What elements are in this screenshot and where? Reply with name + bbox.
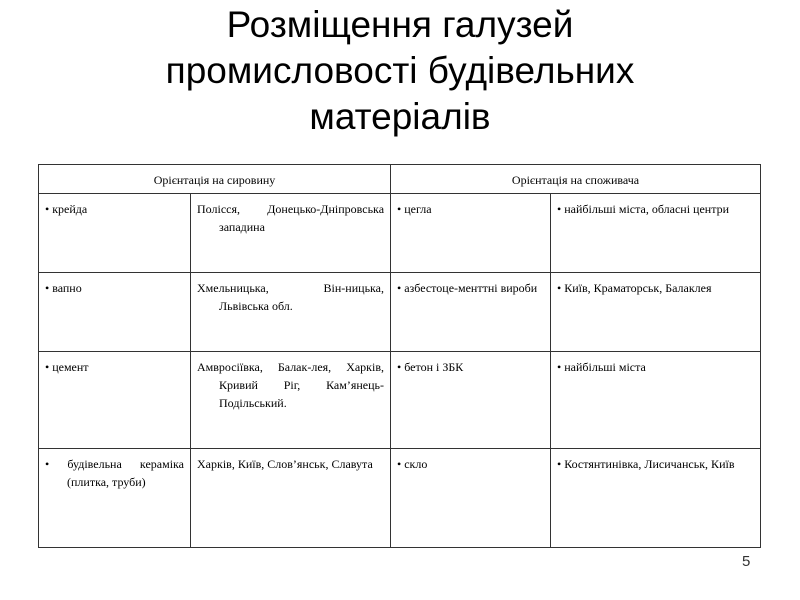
table-row (39, 352, 761, 449)
raw-location-cell: Амвросіївка, Балак-лея, Харків, Кривий Ріг, Кам’янець-Подільський. (191, 352, 391, 449)
page-number: 5 (742, 553, 751, 570)
product-cell: • скло (391, 449, 551, 548)
consumer-location-cell: • найбільші міста, обласні центри (551, 194, 761, 273)
product-cell: • цегла (391, 194, 551, 273)
table-header-row (39, 165, 761, 194)
raw-material-cell: • цемент (39, 352, 191, 449)
title-line-1: Розміщення галузей (226, 4, 574, 45)
industry-location-table (38, 164, 761, 548)
product-cell: • бетон і ЗБК (391, 352, 551, 449)
table-row (39, 273, 761, 352)
product-cell: • азбестоце-менттні вироби (391, 273, 551, 352)
header-consumer-orientation: Орієнтація на споживача (391, 165, 761, 194)
header-raw-material-orientation: Орієнтація на сировину (39, 165, 391, 194)
raw-location-cell: Хмельницька, Він-ницька, Львівська обл. (191, 273, 391, 352)
consumer-location-cell: • найбільші міста (551, 352, 761, 449)
table-row (39, 449, 761, 548)
raw-material-cell: • будівельна кераміка (плитка, труби) (39, 449, 191, 548)
consumer-location-cell: • Костянтинівка, Лисичанськ, Київ (551, 449, 761, 548)
raw-material-cell: • крейда (39, 194, 191, 273)
raw-location-cell: Полісся, Донецько-Дніпровська западина (191, 194, 391, 273)
slide-title (60, 2, 740, 140)
raw-location-cell: Харків, Київ, Слов’янськ, Славута (191, 449, 391, 548)
raw-material-cell: • вапно (39, 273, 191, 352)
title-line-2: промисловості будівельних (165, 50, 635, 91)
title-line-3: матеріалів (309, 96, 491, 137)
table-row (39, 194, 761, 273)
consumer-location-cell: • Київ, Краматорськ, Балаклея (551, 273, 761, 352)
